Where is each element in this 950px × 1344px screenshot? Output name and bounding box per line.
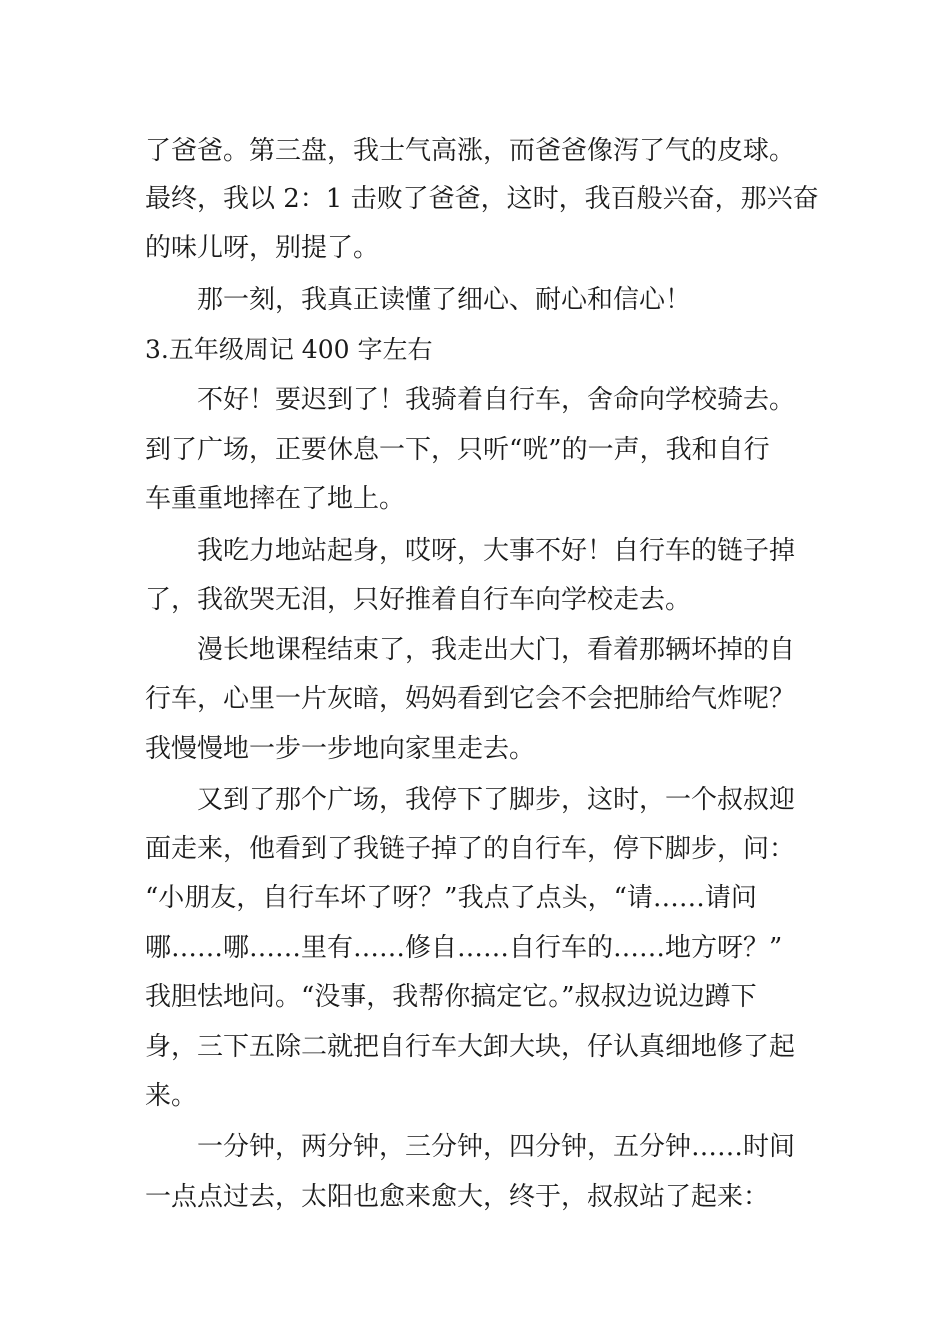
paragraph-line: 到了广场，正要休息一下，只听“咣”的一声，我和自行 <box>145 435 770 465</box>
paragraph-line: 了，我欲哭无泪，只好推着自行车向学校走去。 <box>145 585 692 615</box>
paragraph-line: 我慢慢地一步一步地向家里走去。 <box>145 734 536 764</box>
paragraph-line: 的味儿呀，别提了。 <box>145 233 380 263</box>
paragraph-line: 一分钟，两分钟，三分钟，四分钟，五分钟……时间 <box>197 1132 796 1162</box>
paragraph-line: 那一刻，我真正读懂了细心、耐心和信心！ <box>197 285 692 315</box>
paragraph-line: 一点点过去，太阳也愈来愈大，终于，叔叔站了起来： <box>145 1182 770 1212</box>
paragraph-line: 我吃力地站起身，哎呀，大事不好！自行车的链子掉 <box>197 536 796 566</box>
paragraph-line: 车重重地摔在了地上。 <box>145 484 406 514</box>
paragraph-line: 面走来，他看到了我链子掉了的自行车，停下脚步，问： <box>145 834 796 864</box>
paragraph-line: 我胆怯地问。“没事，我帮你搞定它。”叔叔边说边蹲下 <box>145 982 757 1012</box>
paragraph-line: 来。 <box>145 1081 198 1111</box>
paragraph-line: 哪……哪……里有……修自……自行车的……地方呀？” <box>145 933 783 963</box>
paragraph-line: 最终，我以 2：1 击败了爸爸，这时，我百般兴奋，那兴奋 <box>145 184 819 214</box>
paragraph-line: 又到了那个广场，我停下了脚步，这时，一个叔叔迎 <box>197 785 796 815</box>
paragraph-line: 行车，心里一片灰暗，妈妈看到它会不会把肺给气炸呢？ <box>145 684 796 714</box>
paragraph-line: 了爸爸。第三盘，我士气高涨，而爸爸像泻了气的皮球。 <box>145 136 796 166</box>
paragraph-line: 身，三下五除二就把自行车大卸大块，仔认真细地修了起 <box>145 1032 796 1062</box>
paragraph-line: 漫长地课程结束了，我走出大门，看着那辆坏掉的自 <box>197 635 796 665</box>
paragraph-line: “小朋友，自行车坏了呀？”我点了点头，“请……请问 <box>145 883 757 913</box>
section-heading: 3.五年级周记 400 字左右 <box>145 335 433 364</box>
paragraph-line: 不好！要迟到了！我骑着自行车，舍命向学校骑去。 <box>197 385 796 415</box>
